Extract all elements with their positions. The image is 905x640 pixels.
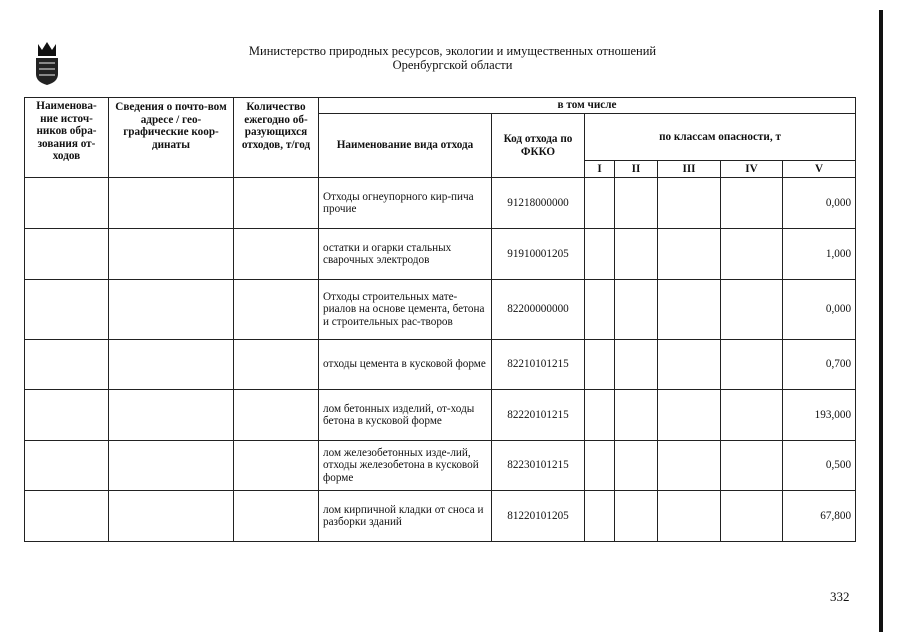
cell-fkko-code: 82210101215 xyxy=(492,340,585,390)
cell-class-3 xyxy=(658,280,721,340)
cell-class-1 xyxy=(585,178,615,229)
table-row xyxy=(25,280,856,340)
cell-class-2 xyxy=(615,280,658,340)
cell-class-4 xyxy=(721,441,783,491)
cell-waste-name: Отходы огнеупорного кир-пича прочие xyxy=(319,178,492,229)
cell-quantity xyxy=(234,229,319,280)
cell-class-5: 0,000 xyxy=(783,178,856,229)
cell-class-4 xyxy=(721,229,783,280)
cell-fkko-code: 91910001205 xyxy=(492,229,585,280)
cell-class-2 xyxy=(615,390,658,441)
cell-waste-name: остатки и огарки стальных сварочных электродов xyxy=(319,229,492,280)
col-class-1: I xyxy=(585,161,615,178)
header-region: Оренбургской области xyxy=(392,58,513,72)
cell-class-3 xyxy=(658,390,721,441)
table-row xyxy=(25,390,856,441)
cell-class-1 xyxy=(585,390,615,441)
cell-quantity xyxy=(234,340,319,390)
cell-waste-name: лом бетонных изделий, от-ходы бетона в кусковой форме xyxy=(319,390,492,441)
cell-class-5: 1,000 xyxy=(783,229,856,280)
cell-waste-name: Отходы строительных мате-риалов на основе цемента, бетона и строительных рас-творов xyxy=(319,280,492,340)
cell-fkko-code: 82230101215 xyxy=(492,441,585,491)
cell-source-name xyxy=(25,491,109,542)
col-class-3: III xyxy=(658,161,721,178)
cell-address xyxy=(109,340,234,390)
page-edge-bar xyxy=(879,10,883,632)
col-address: Сведения о почто-вом адресе / гео-графические коор-динаты xyxy=(109,98,234,178)
cell-class-4 xyxy=(721,178,783,229)
cell-class-5: 67,800 xyxy=(783,491,856,542)
cell-address xyxy=(109,390,234,441)
waste-table xyxy=(24,97,856,542)
table-row xyxy=(25,229,856,280)
cell-quantity xyxy=(234,491,319,542)
cell-quantity xyxy=(234,390,319,441)
cell-waste-name: лом кирпичной кладки от сноса и разборки зданий xyxy=(319,491,492,542)
cell-waste-name: лом железобетонных изде-лий, отходы железобетона в кусковой форме xyxy=(319,441,492,491)
cell-class-5: 193,000 xyxy=(783,390,856,441)
document-header xyxy=(210,44,695,72)
cell-source-name xyxy=(25,390,109,441)
table-body xyxy=(25,178,856,542)
cell-source-name xyxy=(25,280,109,340)
cell-fkko-code: 82200000000 xyxy=(492,280,585,340)
table-row xyxy=(25,178,856,229)
cell-fkko-code: 91218000000 xyxy=(492,178,585,229)
cell-class-1 xyxy=(585,441,615,491)
cell-address xyxy=(109,178,234,229)
col-class-2: II xyxy=(615,161,658,178)
cell-quantity xyxy=(234,280,319,340)
cell-class-3 xyxy=(658,340,721,390)
col-hazard-classes: по классам опасности, т xyxy=(585,114,856,161)
cell-address xyxy=(109,280,234,340)
cell-source-name xyxy=(25,229,109,280)
col-waste-name: Наименование вида отхода xyxy=(319,114,492,178)
cell-class-2 xyxy=(615,441,658,491)
cell-source-name xyxy=(25,340,109,390)
cell-source-name xyxy=(25,178,109,229)
cell-class-5: 0,700 xyxy=(783,340,856,390)
cell-class-3 xyxy=(658,178,721,229)
cell-quantity xyxy=(234,441,319,491)
table-row xyxy=(25,441,856,491)
cell-class-2 xyxy=(615,491,658,542)
cell-class-3 xyxy=(658,229,721,280)
coat-of-arms-emblem xyxy=(34,40,60,86)
cell-class-1 xyxy=(585,340,615,390)
header-ministry: Министерство природных ресурсов, экологии и имущественных отношений xyxy=(248,44,657,58)
cell-fkko-code: 82220101215 xyxy=(492,390,585,441)
cell-class-2 xyxy=(615,178,658,229)
table-row xyxy=(25,491,856,542)
cell-address xyxy=(109,441,234,491)
col-source-name: Наименова-ние источ-ников обра-зования от-ходов xyxy=(25,98,109,178)
cell-fkko-code: 81220101205 xyxy=(492,491,585,542)
col-including: в том числе xyxy=(319,98,856,114)
cell-class-2 xyxy=(615,340,658,390)
cell-class-4 xyxy=(721,280,783,340)
cell-class-2 xyxy=(615,229,658,280)
cell-class-4 xyxy=(721,491,783,542)
cell-source-name xyxy=(25,441,109,491)
cell-class-5: 0,500 xyxy=(783,441,856,491)
cell-class-1 xyxy=(585,280,615,340)
cell-class-4 xyxy=(721,390,783,441)
table-row xyxy=(25,340,856,390)
col-fkko-code: Код отхода по ФККО xyxy=(492,114,585,178)
cell-address xyxy=(109,491,234,542)
cell-waste-name: отходы цемента в кусковой форме xyxy=(319,340,492,390)
page-number: 332 xyxy=(830,589,850,604)
col-class-4: IV xyxy=(721,161,783,178)
cell-class-1 xyxy=(585,229,615,280)
col-class-5: V xyxy=(783,161,856,178)
cell-quantity xyxy=(234,178,319,229)
cell-address xyxy=(109,229,234,280)
cell-class-4 xyxy=(721,340,783,390)
cell-class-5: 0,000 xyxy=(783,280,856,340)
cell-class-3 xyxy=(658,491,721,542)
cell-class-1 xyxy=(585,491,615,542)
col-quantity: Количество ежегодно об-разующихся отходов, т/год xyxy=(234,98,319,178)
cell-class-3 xyxy=(658,441,721,491)
